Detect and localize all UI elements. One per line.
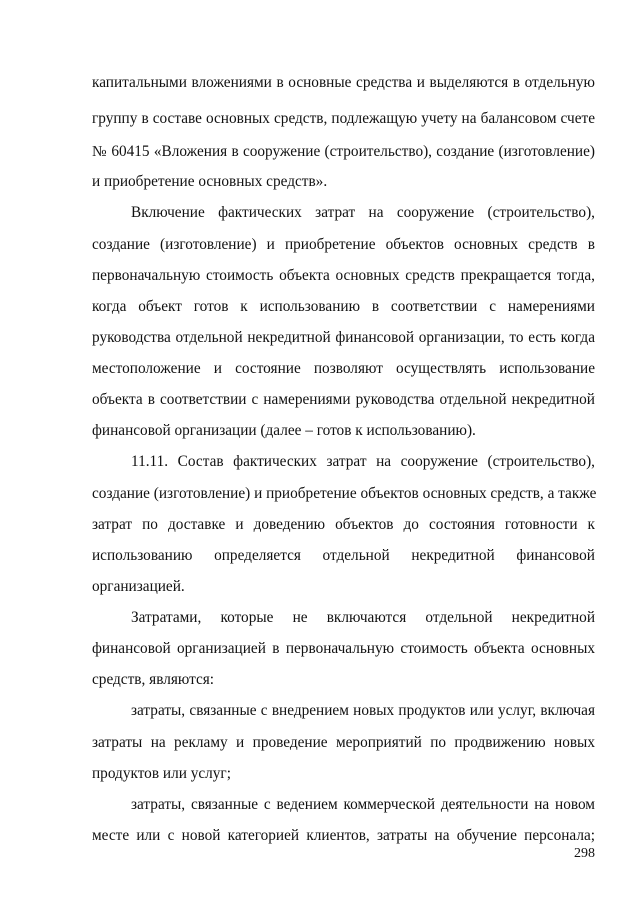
text-line: создание (изготовление) и приобретение объектов основных средств в (92, 236, 595, 253)
text-line: 11.11. Состав фактических затрат на сооружение (строительство), (131, 453, 595, 470)
text-line: затраты на рекламу и проведение мероприятий по продвижению новых (92, 734, 595, 751)
text-line: затраты, связанные с внедрением новых продуктов или услуг, включая (131, 702, 595, 719)
text-line: первоначальную стоимость объекта основных средств прекращается тогда, (92, 267, 595, 284)
text-line: использованию определяется отдельной некредитной финансовой (92, 547, 595, 564)
text-line: группу в составе основных средств, подлежащую учету на балансовом счете (92, 110, 595, 127)
text-line: затраты, связанные с ведением коммерческой деятельности на новом (131, 796, 595, 813)
text-line: средств, являются: (92, 671, 215, 688)
text-line: когда объект готов к использованию в соответствии с намерениями (92, 298, 595, 315)
text-line: и приобретение основных средств». (92, 173, 328, 190)
text-line: № 60415 «Вложения в сооружение (строительство), создание (изготовление) (92, 143, 595, 160)
text-line: организацией. (92, 578, 185, 595)
text-line: местоположение и состояние позволяют осуществлять использование (92, 360, 595, 377)
text-line: месте или с новой категорией клиентов, затраты на обучение персонала; (92, 827, 595, 844)
text-line: Затратами, которые не включаются отдельной некредитной (131, 609, 595, 626)
text-line: финансовой организации (далее – готов к использованию). (92, 422, 476, 439)
text-line: Включение фактических затрат на сооружение (строительство), (131, 204, 595, 221)
text-line: руководства отдельной некредитной финансовой организации, то есть когда (92, 329, 595, 346)
text-line: создание (изготовление) и приобретение объектов основных средств, а также (92, 485, 597, 502)
text-line: затрат по доставке и доведению объектов до состояния готовности к (92, 516, 595, 533)
page-number: 298 (574, 846, 595, 861)
text-line: продуктов или услуг; (92, 765, 231, 782)
text-line: объекта в соответствии с намерениями руководства отдельной некредитной (92, 391, 595, 408)
text-line: финансовой организацией в первоначальную стоимость объекта основных (92, 640, 595, 657)
text-line: капитальными вложениями в основные средства и выделяются в отдельную (92, 74, 595, 91)
